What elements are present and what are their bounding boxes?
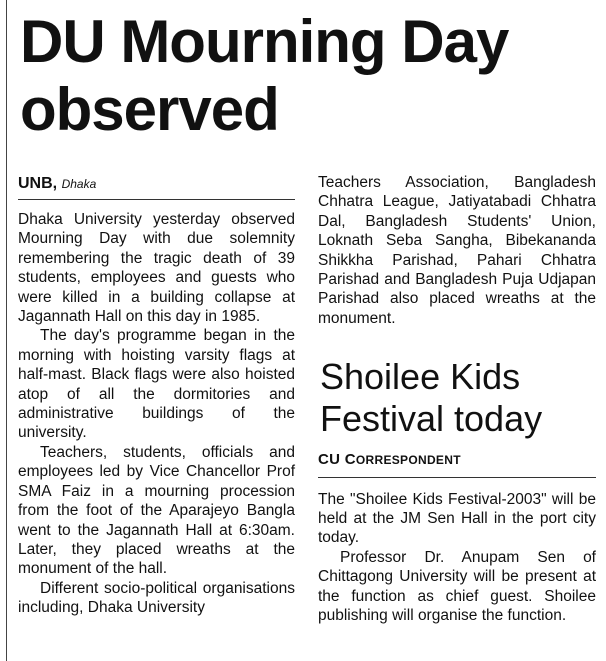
second-byline-divider (318, 477, 596, 478)
main-paragraph-3: Teachers, students, officials and employees led by Vice Chancellor Prof SMA Faiz in a mourning procession from the foot of the Aparajeyo Bangla went to the Jagannath Hall at 6:30am. Later, they placed wreaths at the monument of the hall. (18, 443, 295, 578)
byline-place: Dhaka (61, 177, 97, 191)
left-column-rule (6, 0, 7, 661)
byline-divider (18, 199, 295, 200)
main-story-column (18, 173, 295, 618)
second-byline (318, 450, 596, 470)
main-byline (18, 173, 295, 195)
main-story-continuation: Teachers Association, Bangladesh Chhatra League, Jatiyatabadi Chhatra Dal, Bangladesh Students' Union, Loknath Seba Sangha, Bibekananda Shikkha Parishad, Pahari Chhatra Parishad and Bangladesh Puja Udjapan Parishad also placed wreaths at the monument. (318, 174, 596, 327)
second-paragraph-2: Professor Dr. Anupam Sen of Chittagong University will be present at the function as chief guest. Shoilee publishing will organise the function. (318, 548, 596, 625)
main-paragraph-4: Different socio-political organisations including, Dhaka University (18, 579, 295, 617)
second-headline: Shoilee Kids Festival today (320, 356, 543, 440)
second-paragraph-1: The "Shoilee Kids Festival-2003" will be held at the JM Sen Hall in the port city today. (318, 490, 596, 547)
right-column (318, 173, 596, 626)
second-byline-first: CU C (318, 451, 356, 469)
main-paragraph-2: The day's programme began in the morning with hoisting varsity flags at half-mast. Black flags were also hoisted atop of all the dormitories and administrative buildings of the university. (18, 327, 295, 442)
byline-agency: UNB, (18, 175, 58, 192)
second-byline-rest: ORRESPONDENT (355, 453, 461, 468)
main-paragraph-1: Dhaka University yesterday observed Mourning Day with due solemnity remembering the tragic death of 39 students, employees and guests who were killed in a building collapse at Jagannath Hall on this day in 1985. (18, 211, 295, 326)
main-headline: DU Mourning Day observed (20, 8, 509, 143)
